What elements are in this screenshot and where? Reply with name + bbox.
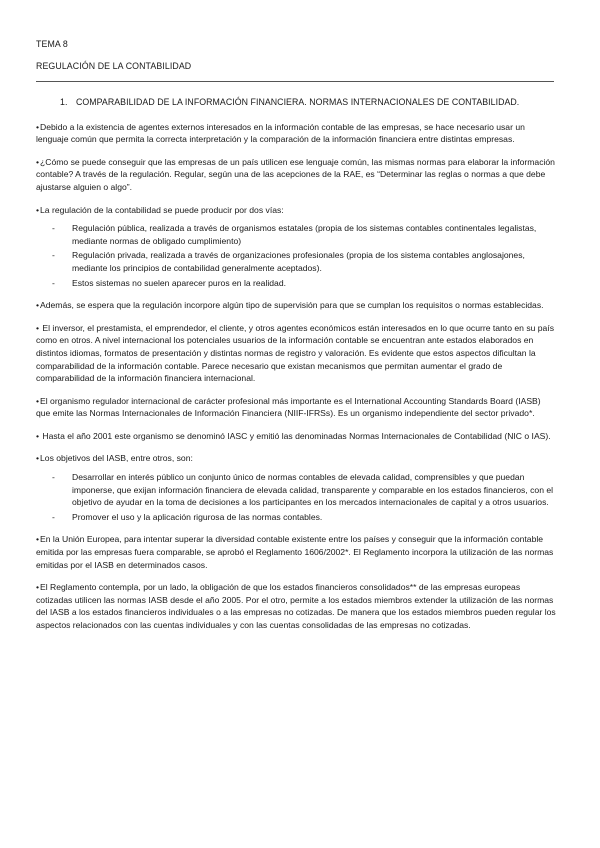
bullet-icon: • <box>36 121 40 132</box>
paragraph-2 <box>36 156 556 194</box>
bullet-icon: • <box>36 322 40 333</box>
paragraph-9 <box>36 533 556 571</box>
list-item-text: Desarrollar en interés público un conjunto único de normas contables de elevada calidad, comprensibles y que puedan imponerse, que exijan información financiera de elevada calidad, transparente y comparable en los estados financieros, con el objetivo de ayudar en la toma de decisiones a los participantes en los mercados internacionales de capital y a otros usuarios. <box>72 472 554 508</box>
paragraph-text: Los objetivos del IASB, entre otros, son: <box>40 453 193 464</box>
list-item <box>36 222 556 247</box>
paragraph-6 <box>36 395 556 420</box>
paragraph-10 <box>36 581 556 631</box>
paragraph-7 <box>36 430 556 443</box>
paragraph-text: Además, se espera que la regulación incorpore algún tipo de supervisión para que se cumplan los requisitos o normas establecidas. <box>40 300 544 311</box>
objetivos-list <box>36 471 556 523</box>
paragraph-4 <box>36 299 556 312</box>
paragraph-5 <box>36 322 556 385</box>
chapter-title: REGULACIÓN DE LA CONTABILIDAD <box>36 61 192 71</box>
bullet-icon: • <box>36 300 40 311</box>
paragraph-text: Debido a la existencia de agentes externos interesados en la información contable de las empresas, se hace necesario usar un lenguaje común que permita la correcta interpretación y la comparación de la información financiera entre distintas empresas. <box>36 121 525 145</box>
section-heading <box>60 96 556 109</box>
bullet-icon: • <box>36 395 40 406</box>
paragraph-text: Hasta el año 2001 este organismo se denominó IASC y emitió las denominadas Normas Internacionales de Contabilidad (NIC o IAS). <box>40 430 551 441</box>
list-item <box>36 249 556 274</box>
bullet-icon: • <box>36 453 40 464</box>
chapter-label: TEMA 8 <box>36 39 68 49</box>
section-title: COMPARABILIDAD DE LA INFORMACIÓN FINANCIERA. NORMAS INTERNACIONALES DE CONTABILIDAD. <box>76 97 520 107</box>
bullet-icon: • <box>36 204 40 215</box>
list-item-text: Regulación pública, realizada a través de organismos estatales (propia de los sistemas contables continentales legalistas, mediante normas de obligado cumplimiento) <box>72 223 537 246</box>
header-divider <box>36 81 554 82</box>
paragraph-text: ¿Cómo se puede conseguir que las empresas de un país utilicen ese lenguaje común, las mismas normas para elaborar la información contable? A través de la regulación. Regular, según una de las acepciones de la RAE, es “Determinar las reglas o normas a que debe ajustarse alguien o algo”. <box>36 156 555 192</box>
list-item <box>36 511 556 524</box>
vias-list <box>36 222 556 289</box>
bullet-icon: • <box>36 430 40 441</box>
dash-icon: - <box>52 223 55 234</box>
list-item-text: Promover el uso y la aplicación rigurosa de las normas contables. <box>72 511 323 522</box>
paragraph-text: El organismo regulador internacional de carácter profesional más importante es el International Accounting Standards Board (IASB) que emite las Normas Internacionales de Información Financiera (NIIF-IFRSs). Es un organismo independiente del sector privado*. <box>36 395 541 419</box>
document-page <box>36 38 556 642</box>
paragraph-text: La regulación de la contabilidad se puede producir por dos vías: <box>40 204 284 215</box>
paragraph-8 <box>36 452 556 465</box>
dash-icon: - <box>52 511 55 522</box>
paragraph-text: En la Unión Europea, para intentar superar la diversidad contable existente entre los países y conseguir que la información contable emitida por las empresas fuera comparable, se aprobó el Reglamento 1606/2002*. El Reglamento incorpora la utilización de las normas emitidas por el IASB en determinados casos. <box>36 534 554 570</box>
list-item-text: Estos sistemas no suelen aparecer puros en la realidad. <box>72 277 287 288</box>
dash-icon: - <box>52 472 55 483</box>
bullet-icon: • <box>36 156 40 167</box>
list-item-text: Regulación privada, realizada a través de organizaciones profesionales (propia de los sistema contables anglosajones, mediante los principios de contabilidad generalmente aceptados). <box>72 250 525 273</box>
bullet-icon: • <box>36 534 40 545</box>
paragraph-3 <box>36 204 556 217</box>
dash-icon: - <box>52 277 55 288</box>
section-number: 1. <box>60 97 68 107</box>
dash-icon: - <box>52 250 55 261</box>
list-item <box>36 277 556 290</box>
paragraph-1 <box>36 121 556 146</box>
list-item <box>36 471 556 509</box>
paragraph-text: El Reglamento contempla, por un lado, la obligación de que los estados financieros consolidados** de las empresas europeas cotizadas utilicen las normas IASB desde el año 2005. Por el otro, permite a los estados miembros extender la utilización de las normas del IASB a los estados financieros individuales o a las empresas no cotizadas. De manera que los estados miembros pueden regular los aspectos relacionados con las cuentas individuales y con las cuentas consolidadas de las empresas no cotizadas. <box>36 582 556 630</box>
paragraph-text: El inversor, el prestamista, el emprendedor, el cliente, y otros agentes económicos están interesados en lo que ocurre tanto en su país como en otros. A nivel internacional los potenciales usuarios de la información contable se encuentran ante estados elaborados en distintos idiomas, formatos de presentación y distintas normas de registro y valoración. Es evidente que estos aspectos dificultan la comparabilidad de la información contable. Parece necesario que existan mecanismos que permitan aumentar el grado de comparabilidad de la información financiera internacional. <box>36 322 555 384</box>
bullet-icon: • <box>36 582 40 593</box>
